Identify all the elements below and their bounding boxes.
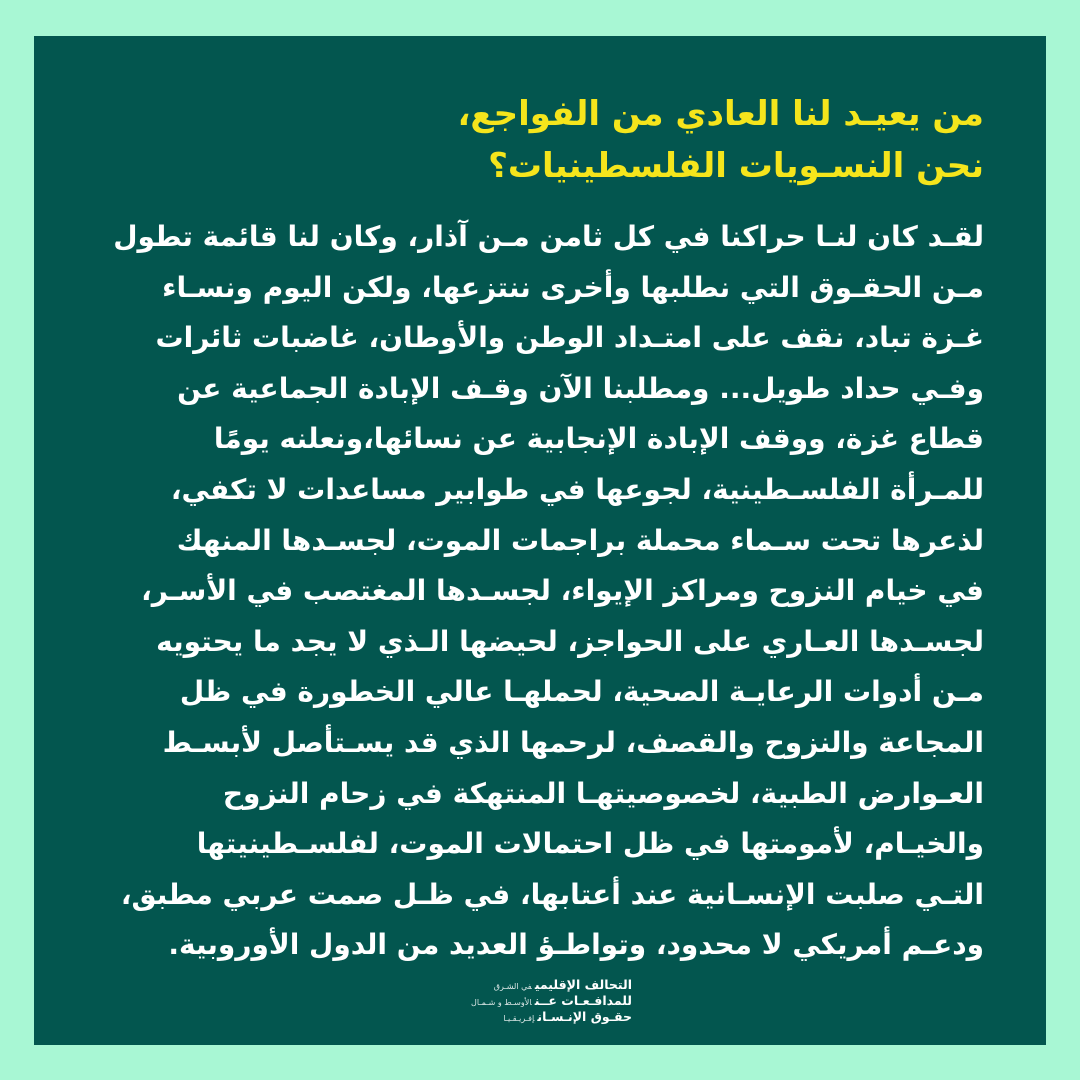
logo-sub-text: الأوسـط و شـمـال <box>471 998 532 1007</box>
body-line: مـن أدوات الرعايـة الصحية، لحملهـا عالي الخطورة في ظل <box>179 675 984 709</box>
body-line: وفـي حداد طويل... ومطلبنا الآن وقـف الإبادة الجماعية عن <box>177 371 984 405</box>
body-line: للمـرأة الفلسـطينية، لجوعها في طوابير مساعدات لا تكفي، <box>170 472 984 506</box>
body-line: مـن الحقـوق التي نطلبها وأخرى ننتزعها، ولكن اليوم ونسـاء <box>162 270 984 304</box>
body-line: ودعـم أمريكي لا محدود، وتواطـؤ العديد من الدول الأوروبية. <box>168 928 984 962</box>
poster-panel <box>34 36 1046 1045</box>
logo-line-2 <box>452 992 632 1008</box>
body-line: غـزة تباد، نقف على امتـداد الوطن والأوطان، غاضبات ثائرات <box>155 321 984 355</box>
body-line: لجسـدها العـاري على الحواجز، لحيضها الـذي لا يجد ما يحتويه <box>156 624 984 658</box>
headline <box>94 88 984 192</box>
body-line: قطاع غزة، ووقف الإبادة الإنجابية عن نسائها،ونعلنه يومًا <box>213 422 984 456</box>
body-line: لقـد كان لنـا حراكنا في كل ثامن مـن آذار، وكان لنا قائمة تطول <box>113 220 984 253</box>
headline-line-1: من يعيـد لنا العادي من الفواجع، <box>457 94 984 134</box>
body-line: لذعرها تحت سـماء محملة براجمات الموت، لجسـدها المنهك <box>176 523 984 557</box>
body-line: في خيام النزوح ومراكز الإيواء، لجسـدها المغتصب في الأسـر، <box>141 574 984 608</box>
body-line: المجاعة والنزوح والقصف، لرحمها الذي قد يسـتأصل لأبسـط <box>162 725 984 759</box>
logo-sub-text: إفـريـقـيـا <box>503 1014 535 1023</box>
coalition-logo <box>452 976 632 1034</box>
logo-line-3 <box>452 1008 632 1024</box>
body-line: والخيـام، لأمومتها في ظل احتمالات الموت، لفلسـطينيتها <box>196 827 984 861</box>
body-line: العـوارض الطبية، لخصوصيتهـا المنتهكة في زحام النزوح <box>222 776 984 810</box>
logo-line-1 <box>452 976 632 992</box>
body-line: التـي صلبت الإنسـانية عند أعتابها، في ظـل صمت عربي مطبق، <box>120 877 984 911</box>
logo-main-text: للمدافـعـات عــن <box>534 993 632 1008</box>
logo-main-text: التحالف الإقليمي <box>534 977 632 992</box>
headline-line-2: نحن النسـويات الفلسطينيات؟ <box>488 146 984 186</box>
logo-sub-text: في الشـرق <box>493 982 532 991</box>
logo-main-text: حقـوق الإنـسـان <box>537 1009 632 1024</box>
statement-body <box>84 212 984 971</box>
